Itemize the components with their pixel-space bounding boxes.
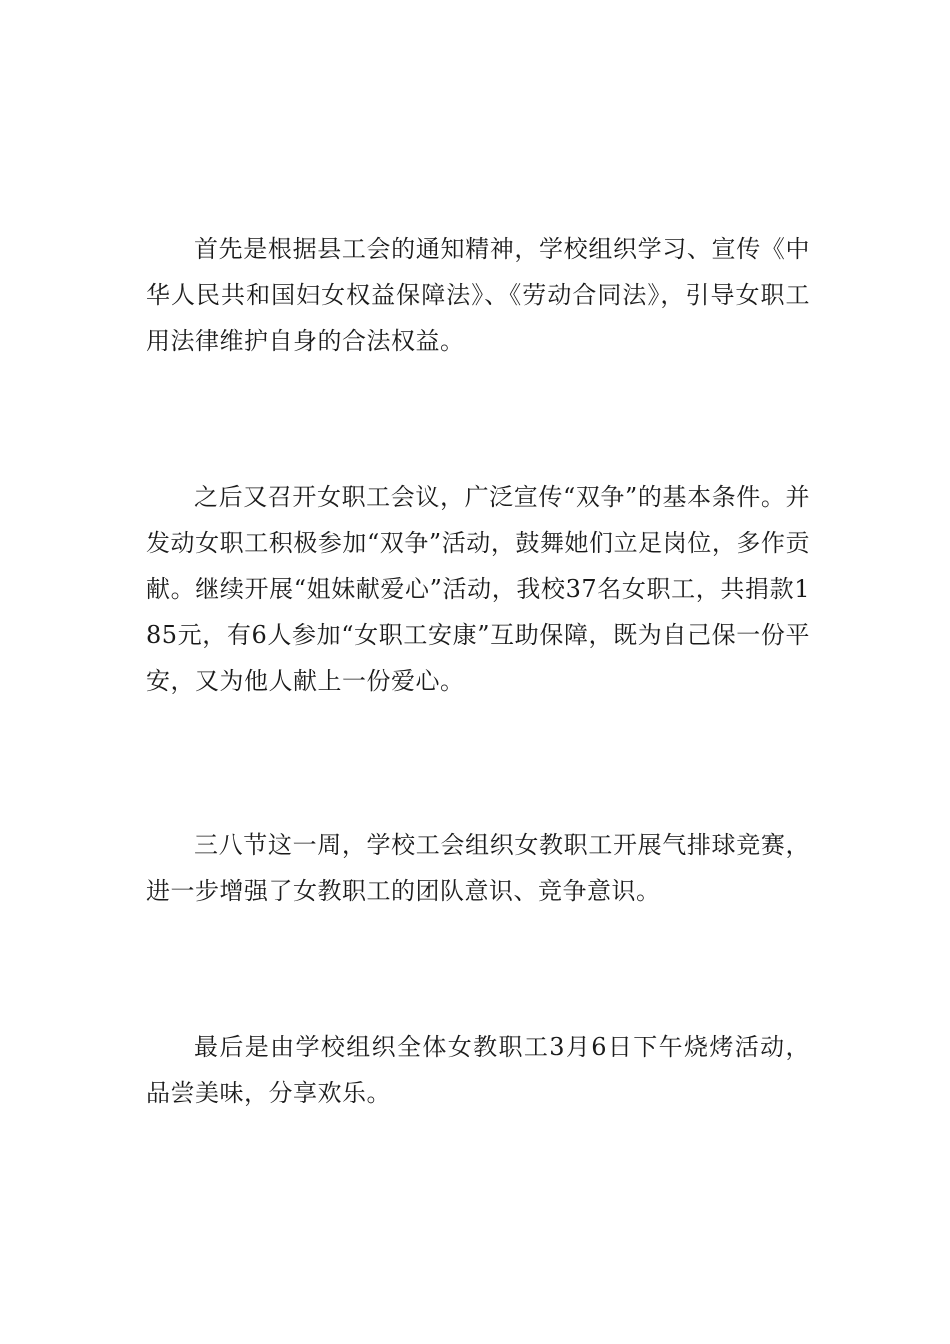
paragraph-legal-study: 首先是根据县工会的通知精神，学校组织学习、宣传《中华人民共和国妇女权益保障法》、《劳动合同法》，引导女职工用法律维护自身的合法权益。 [146, 235, 810, 355]
paragraph-women-workers-meeting: 之后又召开女职工会议，广泛宣传“双争”的基本条件。并发动女职工积极参加“双争”活动，鼓舞她们立足岗位，多作贡献。继续开展“姐妹献爱心”活动，我校37名女职工，共捐款185元，有6人参加“女职工安康”互助保障，既为自己保一份平安，又为他人献上一份爱心。 [146, 483, 810, 695]
paragraph-volleyball-competition: 三八节这一周，学校工会组织女教职工开展气排球竞赛，进一步增强了女教职工的团队意识、竞争意识。 [146, 831, 810, 905]
paragraph-barbecue-activity: 最后是由学校组织全体女教职工3月6日下午烧烤活动，品尝美味，分享欢乐。 [146, 1033, 810, 1107]
